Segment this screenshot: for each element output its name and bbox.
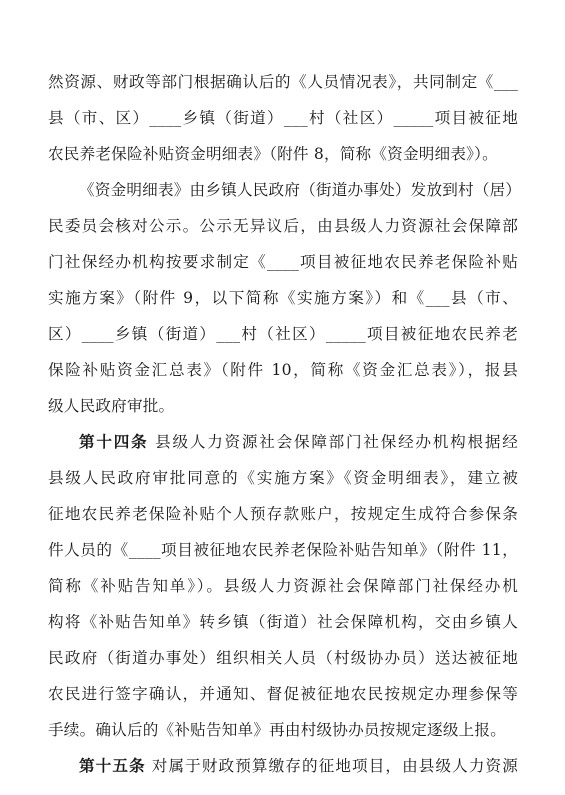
article-15-line: 第十五条 对属于财政预算缴存的征地项目，由县级人力资源 bbox=[79, 756, 518, 775]
text-line: 门社保经办机构按要求制定《____项目被征地农民养老保险补贴 bbox=[48, 253, 518, 271]
text-line: 简称《补贴告知单》）。县级人力资源社会保障部门社保经办机 bbox=[48, 577, 518, 595]
text-line: 然资源、财政等部门根据确认后的《人员情况表》，共同制定《___ bbox=[48, 73, 518, 91]
article-heading: 第十四条 bbox=[79, 432, 149, 451]
text-line: 民委员会核对公示。公示无异议后，由县级人力资源社会保障部 bbox=[48, 217, 518, 235]
article-14-line: 第十四条 县级人力资源社会保障部门社保经办机构根据经 bbox=[79, 432, 518, 451]
text-line: 县级人民政府审批同意的《实施方案》《资金明细表》，建立被 bbox=[48, 469, 518, 487]
paragraph-start-line: 《资金明细表》由乡镇人民政府（街道办事处）发放到村（居） bbox=[79, 181, 522, 199]
text-line: 件人员的《____项目被征地农民养老保险补贴告知单》（附件 11， bbox=[48, 541, 518, 559]
text-line: 区）____乡镇（街道）___村（社区）_____项目被征地农民养老 bbox=[48, 325, 518, 343]
text-line: 手续。确认后的《补贴告知单》再由村级协办员按规定逐级上报。 bbox=[48, 721, 507, 739]
text-line: 征地农民养老保险补贴个人预存款账户，按规定生成符合参保条 bbox=[48, 505, 518, 523]
text-line: 县（市、区）____乡镇（街道）___村（社区）_____项目被征地 bbox=[48, 109, 518, 127]
article-heading: 第十五条 bbox=[79, 756, 146, 775]
text-line: 农民养老保险补贴资金明细表》（附件 8，简称《资金明细表》）。 bbox=[48, 145, 498, 163]
text-line: 保险补贴资金汇总表》（附件 10，简称《资金汇总表》），报县 bbox=[48, 361, 518, 379]
text-line: 民政府（街道办事处）组织相关人员（村级协办员）送达被征地 bbox=[48, 649, 518, 667]
text-line: 农民进行签字确认，并通知、督促被征地农民按规定办理参保等 bbox=[48, 685, 518, 703]
text-line: 级人民政府审批。 bbox=[48, 397, 175, 415]
text-line: 实施方案》（附件 9，以下简称《实施方案》）和《___县（市、 bbox=[48, 289, 518, 307]
text-line: 构将《补贴告知单》转乡镇（街道）社会保障机构，交由乡镇人 bbox=[48, 613, 518, 631]
